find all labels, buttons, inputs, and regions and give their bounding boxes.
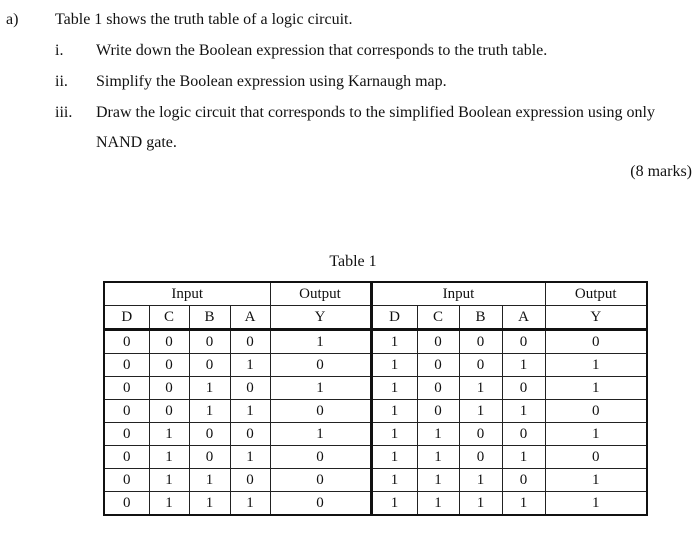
cell-d: 0 xyxy=(104,469,149,492)
output-group-header: Output xyxy=(545,282,647,306)
cell-b: 0 xyxy=(459,446,502,469)
cell-c: 0 xyxy=(149,400,189,423)
part-ii-number: ii. xyxy=(55,73,68,90)
cell-d: 0 xyxy=(104,492,149,516)
input-group-header: Input xyxy=(371,282,545,306)
cell-c: 0 xyxy=(417,377,459,400)
column-header-c: C xyxy=(417,306,459,330)
cell-c: 0 xyxy=(149,354,189,377)
cell-a: 0 xyxy=(230,423,270,446)
cell-b: 0 xyxy=(189,354,230,377)
part-iii-number: iii. xyxy=(55,104,73,121)
column-header-b: B xyxy=(189,306,230,330)
cell-b: 1 xyxy=(459,400,502,423)
cell-c: 1 xyxy=(149,492,189,516)
cell-y: 1 xyxy=(545,423,647,446)
table-row xyxy=(104,400,647,423)
part-i-text: Write down the Boolean expression that corresponds to the truth table. xyxy=(96,42,548,59)
cell-a: 0 xyxy=(230,377,270,400)
cell-a: 1 xyxy=(230,400,270,423)
column-header-y: Y xyxy=(270,306,371,330)
cell-b: 0 xyxy=(189,330,230,354)
cell-b: 0 xyxy=(459,423,502,446)
cell-a: 1 xyxy=(230,492,270,516)
cell-a: 1 xyxy=(502,446,545,469)
table-row xyxy=(104,446,647,469)
cell-y: 0 xyxy=(270,492,371,516)
cell-b: 1 xyxy=(189,469,230,492)
part-iii-text: Draw the logic circuit that corresponds to the simplified Boolean expression using only xyxy=(96,104,655,121)
input-group-header: Input xyxy=(104,282,270,306)
cell-y: 1 xyxy=(545,469,647,492)
cell-b: 0 xyxy=(189,423,230,446)
cell-a: 1 xyxy=(230,446,270,469)
cell-d: 1 xyxy=(371,400,417,423)
cell-a: 0 xyxy=(502,423,545,446)
cell-d: 0 xyxy=(104,354,149,377)
column-header-d: D xyxy=(371,306,417,330)
cell-d: 0 xyxy=(104,330,149,354)
cell-y: 1 xyxy=(545,354,647,377)
cell-d: 1 xyxy=(371,354,417,377)
cell-a: 1 xyxy=(502,400,545,423)
output-group-header: Output xyxy=(270,282,371,306)
cell-c: 1 xyxy=(417,446,459,469)
cell-a: 0 xyxy=(230,469,270,492)
cell-c: 1 xyxy=(149,469,189,492)
column-header-a: A xyxy=(230,306,270,330)
cell-d: 0 xyxy=(104,400,149,423)
cell-c: 1 xyxy=(149,446,189,469)
cell-y: 0 xyxy=(545,400,647,423)
cell-b: 1 xyxy=(189,400,230,423)
cell-c: 1 xyxy=(149,423,189,446)
cell-a: 0 xyxy=(502,469,545,492)
table-row xyxy=(104,354,647,377)
table-group-header-row xyxy=(104,282,647,306)
cell-b: 1 xyxy=(189,377,230,400)
cell-y: 0 xyxy=(270,400,371,423)
table-row xyxy=(104,330,647,354)
question-intro: Table 1 shows the truth table of a logic circuit. xyxy=(55,11,353,28)
cell-d: 1 xyxy=(371,492,417,516)
cell-a: 1 xyxy=(502,354,545,377)
column-header-a: A xyxy=(502,306,545,330)
cell-y: 0 xyxy=(270,469,371,492)
cell-c: 0 xyxy=(417,330,459,354)
cell-b: 1 xyxy=(459,469,502,492)
cell-y: 1 xyxy=(270,423,371,446)
cell-a: 1 xyxy=(230,354,270,377)
part-ii-text: Simplify the Boolean expression using Karnaugh map. xyxy=(96,73,447,90)
column-header-b: B xyxy=(459,306,502,330)
cell-y: 0 xyxy=(270,446,371,469)
marks-label: (8 marks) xyxy=(630,163,692,180)
cell-b: 1 xyxy=(459,377,502,400)
cell-c: 1 xyxy=(417,492,459,516)
cell-y: 1 xyxy=(545,377,647,400)
table-row xyxy=(104,377,647,400)
cell-c: 0 xyxy=(417,354,459,377)
cell-y: 0 xyxy=(545,330,647,354)
cell-y: 1 xyxy=(545,492,647,516)
cell-d: 1 xyxy=(371,423,417,446)
cell-y: 0 xyxy=(270,354,371,377)
question-label: a) xyxy=(6,11,19,28)
cell-c: 0 xyxy=(149,377,189,400)
table-row xyxy=(104,423,647,446)
cell-a: 0 xyxy=(230,330,270,354)
column-header-c: C xyxy=(149,306,189,330)
cell-d: 1 xyxy=(371,446,417,469)
cell-a: 1 xyxy=(502,492,545,516)
table-column-header-row xyxy=(104,306,647,330)
column-header-d: D xyxy=(104,306,149,330)
cell-a: 0 xyxy=(502,377,545,400)
cell-y: 1 xyxy=(270,377,371,400)
cell-a: 0 xyxy=(502,330,545,354)
truth-table xyxy=(103,281,648,516)
part-iii-continuation: NAND gate. xyxy=(96,134,177,151)
table-row xyxy=(104,469,647,492)
part-i-number: i. xyxy=(55,42,64,59)
cell-d: 0 xyxy=(104,423,149,446)
cell-d: 0 xyxy=(104,377,149,400)
cell-c: 1 xyxy=(417,469,459,492)
cell-b: 1 xyxy=(459,492,502,516)
cell-y: 1 xyxy=(270,330,371,354)
cell-b: 0 xyxy=(189,446,230,469)
cell-c: 0 xyxy=(149,330,189,354)
cell-c: 0 xyxy=(417,400,459,423)
cell-b: 0 xyxy=(459,330,502,354)
table-caption: Table 1 xyxy=(329,253,377,270)
column-header-y: Y xyxy=(545,306,647,330)
cell-b: 1 xyxy=(189,492,230,516)
cell-d: 1 xyxy=(371,330,417,354)
cell-d: 1 xyxy=(371,377,417,400)
cell-d: 0 xyxy=(104,446,149,469)
table-row xyxy=(104,492,647,516)
cell-y: 0 xyxy=(545,446,647,469)
cell-b: 0 xyxy=(459,354,502,377)
cell-c: 1 xyxy=(417,423,459,446)
cell-d: 1 xyxy=(371,469,417,492)
